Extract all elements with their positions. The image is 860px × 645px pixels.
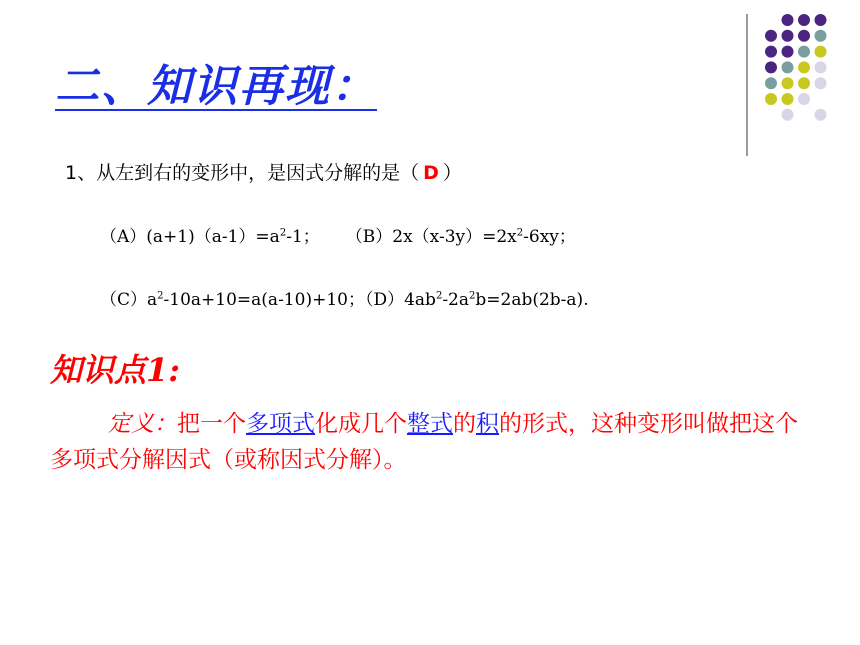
- decorative-dot: [782, 109, 794, 121]
- decorative-dot: [765, 77, 777, 89]
- decorative-dot: [815, 77, 827, 89]
- decorative-dot: [765, 30, 777, 42]
- decorative-dot: [798, 61, 810, 73]
- decorative-dot: [782, 77, 794, 89]
- definition-paragraph: 定义：把一个多项式化成几个整式的积的形式，这种变形叫做把这个多项式分解因式（或称因式分解）。: [50, 411, 798, 473]
- decorative-dot: [782, 14, 794, 26]
- option-c: $(C)a^2-10a+10=a(a-10)+10$；: [100, 290, 365, 310]
- options-row-1: [100, 222, 576, 247]
- decorative-dot: [798, 77, 810, 89]
- decorative-dot: [798, 46, 810, 58]
- decorative-dot: [815, 30, 827, 42]
- decorative-dot: [765, 46, 777, 58]
- decorative-dot: [815, 46, 827, 58]
- slide-title: 二、知识再现：: [55, 61, 377, 112]
- question-prefix: 1、从左到右的变形中，是因式分解的是（: [65, 162, 420, 184]
- link-integral-expression[interactable]: 整式: [407, 411, 453, 437]
- decorative-dot: [798, 30, 810, 42]
- decorative-dot: [765, 93, 777, 105]
- decorative-dot: [815, 109, 827, 121]
- question-1: [65, 158, 462, 185]
- link-product[interactable]: 积: [476, 411, 499, 437]
- option-d: $(D)4ab^2-2a^2b=2ab(2b-a)$.: [364, 290, 589, 310]
- decorative-dot: [798, 14, 810, 26]
- decorative-dot: [782, 61, 794, 73]
- options-row-2: [100, 285, 589, 310]
- option-a: $(A)(a+1)(a-1)=a^2-1$；: [100, 227, 320, 247]
- decorative-dot: [782, 30, 794, 42]
- question-suffix: ）: [442, 162, 462, 184]
- option-b: $(B)2x(x-3y)=2x^2-6xy$；: [345, 227, 576, 247]
- definition-label: 定义：: [108, 411, 177, 437]
- decorative-dot-grid: [0, 0, 860, 145]
- link-polynomial[interactable]: 多项式: [246, 411, 315, 437]
- decorative-dot: [798, 93, 810, 105]
- decorative-dot: [815, 14, 827, 26]
- decorative-dot: [782, 46, 794, 58]
- decorative-dot: [782, 93, 794, 105]
- knowledge-point-title: 知识点1:: [50, 351, 181, 389]
- decorative-dot: [765, 61, 777, 73]
- decorative-dot: [815, 61, 827, 73]
- question-answer: D: [423, 162, 439, 184]
